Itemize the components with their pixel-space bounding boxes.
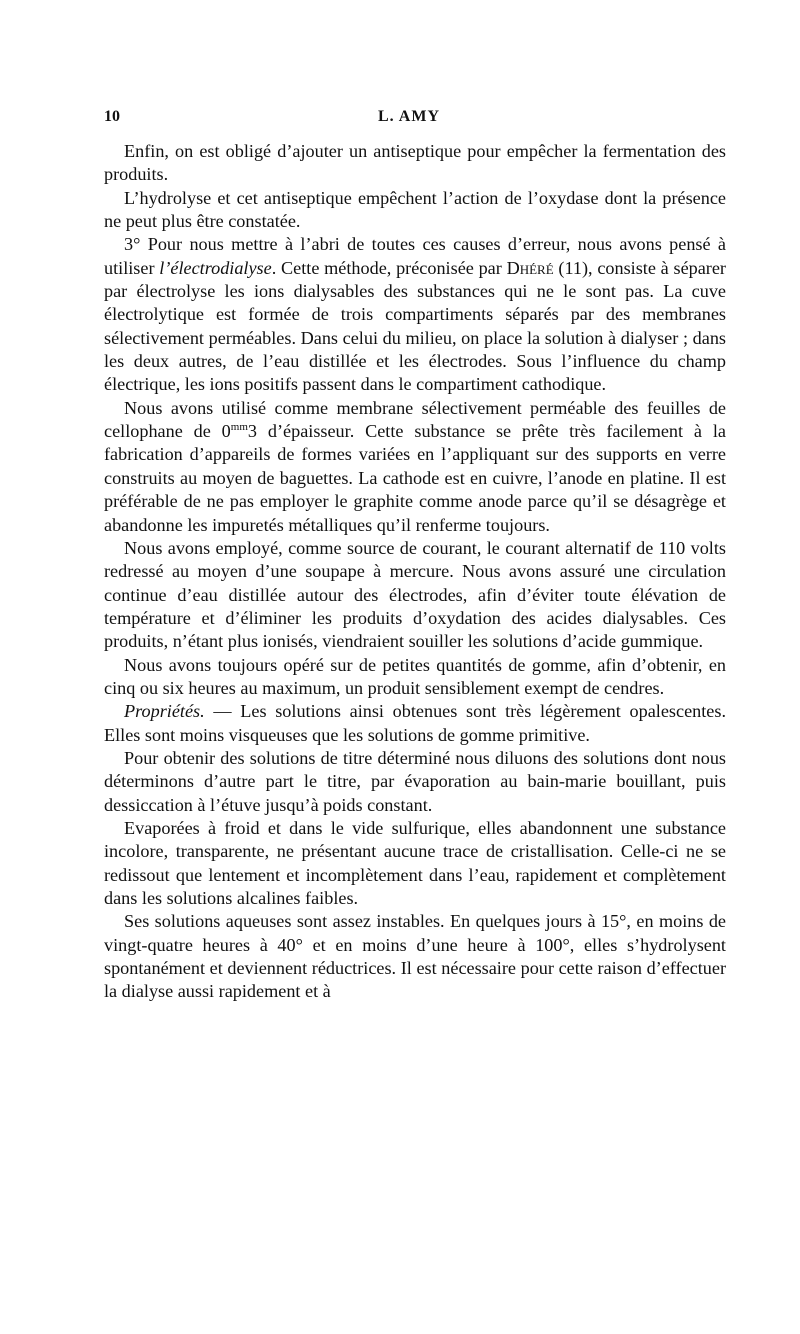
paragraph: Ses solutions aqueuses sont assez instables. En quelques jours à 15°, en moins de vingt-quatre heures à 40° et en moins d’une heure à 100°, elles s’hydrolysent spontanément et deviennent réductrices. Il est nécessaire pour cette raison d’effectuer la dialyse aussi rapidement et à (104, 911, 726, 1002)
paragraph: L’hydrolyse et cet antiseptique empêchent l’action de l’oxydase dont la présence ne peut plus être constatée. (104, 187, 726, 232)
italic-term: l’électrodialyse (159, 257, 272, 278)
paragraph: Nous avons utilisé comme membrane sélectivement perméable des feuilles de cellophane de $0^{mm}3$ d’épaisseur. Cette substance se prête très facilement à la fabrication d’appareils de formes variées en l’appliquant sur des supports en verre construits au moyen de baguettes. La cathode est en cuivre, l’anode en platine. Il est préférable de ne pas employer le graphite comme anode parce qu’il se désagrège et abandonne les impuretés métalliques qu’il renferme toujours. (104, 397, 727, 535)
running-title: L. AMY (378, 108, 440, 125)
paragraph: Nous avons employé, comme source de courant, le courant alternatif de 110 volts redressé au moyen d’une soupape à mercure. Nous avons assuré une circulation continue d’eau distillée autour des électrodes, afin d’éviter toute élévation de température et d’éliminer les produits d’oxydation des acides dialysables. Ces produits, n’étant plus ionisés, viendraient souiller les solutions d’acide gummique. (104, 537, 726, 652)
unit-superscript: mm (230, 421, 248, 434)
paragraph: Evaporées à froid et dans le vide sulfurique, elles abandonnent une substance incolore, transparente, ne présentant aucune trace de cristallisation. Celle-ci ne se redissout que lentement et incomplètement dans l’eau, rapidement et complètement dans les solutions alcalines faibles. (104, 817, 726, 908)
running-head (104, 108, 726, 130)
paragraph: Nous avons toujours opéré sur de petites quantités de gomme, afin d’obtenir, en cinq ou six heures au maximum, un produit sensiblement exempt de cendres. (104, 654, 726, 698)
paragraph: 3° Pour nous mettre à l’abri de toutes ces causes d’erreur, nous avons pensé à utiliser l’électrodialyse. Cette méthode, préconisée par Dhéré (11), consiste à séparer par électrolyse les ions dialysables des substances qui ne le sont pas. La cuve électrolytique est formée de trois compartiments séparés par des membranes sélectivement perméables. Dans celui du milieu, on place la solution à dialyser ; dans les deux autres, de l’eau distillée et les électrodes. Sous l’influence du champ électrique, les ions positifs passent dans le compartiment cathodique. (104, 234, 726, 395)
section-heading: Propriétés. (124, 701, 205, 722)
paragraph: Pour obtenir des solutions de titre déterminé nous diluons des solutions dont nous déterminons d’autre part le titre, par évaporation au bain-marie bouillant, puis dessiccation à l’étuve jusqu’à poids constant. (104, 747, 726, 815)
body-text (104, 140, 726, 1004)
author-name: Dhéré (506, 257, 554, 278)
paragraph: Propriétés. — Les solutions ainsi obtenues sont très légèrement opalescentes. Elles sont moins visqueuses que les solutions de gomme primitive. (104, 701, 726, 745)
paragraph: Enfin, on est obligé d’ajouter un antiseptique pour empêcher la fermentation des produits. (104, 141, 726, 185)
page-number: 10 (104, 108, 120, 125)
